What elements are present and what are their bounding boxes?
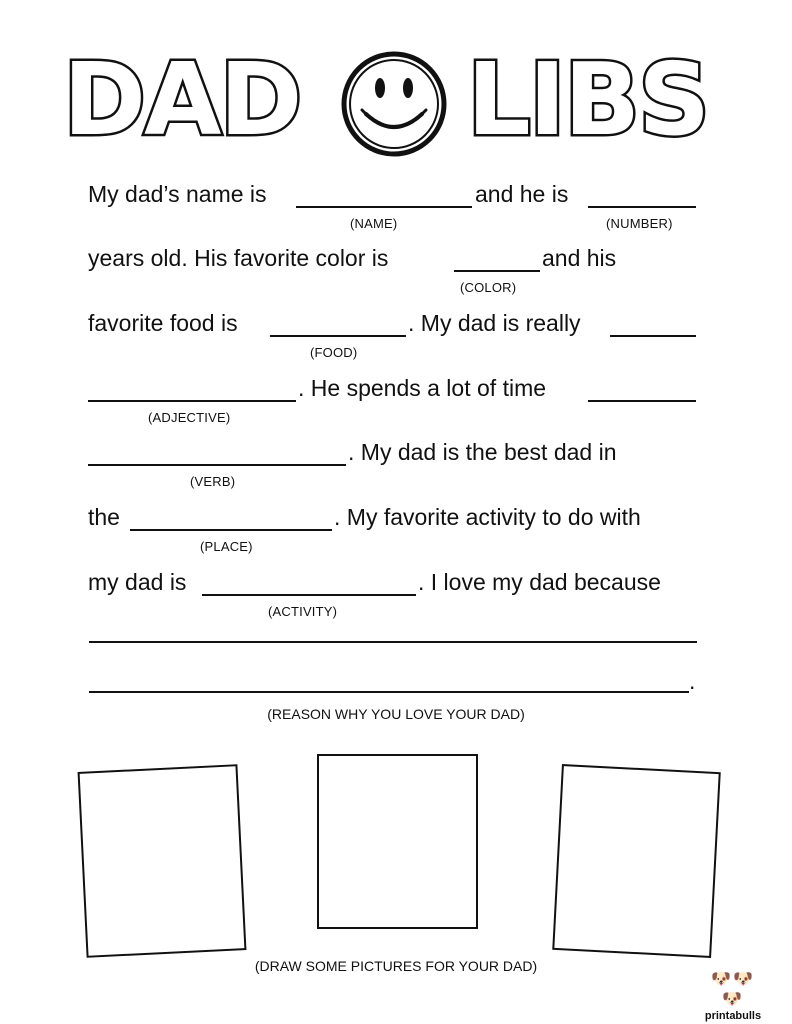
- story-text: favorite food is: [88, 310, 238, 336]
- story-text: . I love my dad because: [418, 569, 661, 595]
- pictures-caption: (DRAW SOME PICTURES FOR YOUR DAD): [254, 958, 538, 974]
- number-hint: (NUMBER): [606, 216, 673, 231]
- story-text: and his: [542, 245, 617, 271]
- verb-hint: (VERB): [190, 474, 236, 489]
- story-text: and he is: [475, 181, 569, 207]
- picture-frame-center[interactable]: [317, 754, 478, 929]
- verb-blank[interactable]: [88, 464, 346, 466]
- story-text: years old. His favorite color is: [88, 245, 389, 271]
- number-blank[interactable]: [588, 206, 696, 208]
- story-text: . My dad is the best dad in: [348, 439, 617, 465]
- name-hint: (NAME): [350, 216, 398, 231]
- story-line-3: [88, 309, 708, 369]
- page-title: [55, 36, 745, 156]
- color-hint: (COLOR): [460, 280, 517, 295]
- color-blank[interactable]: [454, 270, 540, 272]
- brand-logo: [702, 970, 764, 1022]
- place-blank[interactable]: [130, 529, 332, 531]
- time-blank[interactable]: [588, 400, 696, 402]
- title-dad: DAD: [63, 41, 301, 158]
- story-line-4: [88, 374, 708, 434]
- reason-period: .: [689, 668, 696, 694]
- picture-frame-right[interactable]: [552, 764, 721, 958]
- story-line-6: [88, 503, 708, 563]
- story-line-2: [88, 244, 708, 304]
- story-text: . He spends a lot of time: [298, 375, 547, 401]
- food-hint: (FOOD): [310, 345, 358, 360]
- activity-blank[interactable]: [202, 594, 416, 596]
- place-hint: (PLACE): [200, 539, 253, 554]
- story-text: the: [88, 504, 120, 530]
- adjective-blank[interactable]: [88, 400, 296, 402]
- name-blank[interactable]: [296, 206, 472, 208]
- dog-icon: 🐶🐶🐶: [711, 971, 755, 1008]
- story-text: My dad’s name is: [88, 181, 267, 207]
- story-text: . My favorite activity to do with: [334, 504, 641, 530]
- reason-hint: (REASON WHY YOU LOVE YOUR DAD): [267, 706, 525, 722]
- reason-blank-1[interactable]: [89, 641, 697, 643]
- smiley-face-icon: [338, 48, 450, 160]
- title-libs: LIBS: [467, 41, 709, 158]
- food-blank[interactable]: [270, 335, 406, 337]
- brand-name: printabulls: [704, 1010, 762, 1022]
- activity-hint: (ACTIVITY): [268, 604, 338, 619]
- story-line-7: [88, 568, 708, 628]
- reason-blank-2[interactable]: [89, 691, 689, 693]
- adjective-hint: (ADJECTIVE): [148, 410, 231, 425]
- story-text: my dad is: [88, 569, 187, 595]
- story-text: . My dad is really: [408, 310, 581, 336]
- story-line-1: [88, 180, 708, 240]
- story-line-5: [88, 438, 708, 498]
- picture-frame-left[interactable]: [78, 764, 247, 958]
- really-blank[interactable]: [610, 335, 696, 337]
